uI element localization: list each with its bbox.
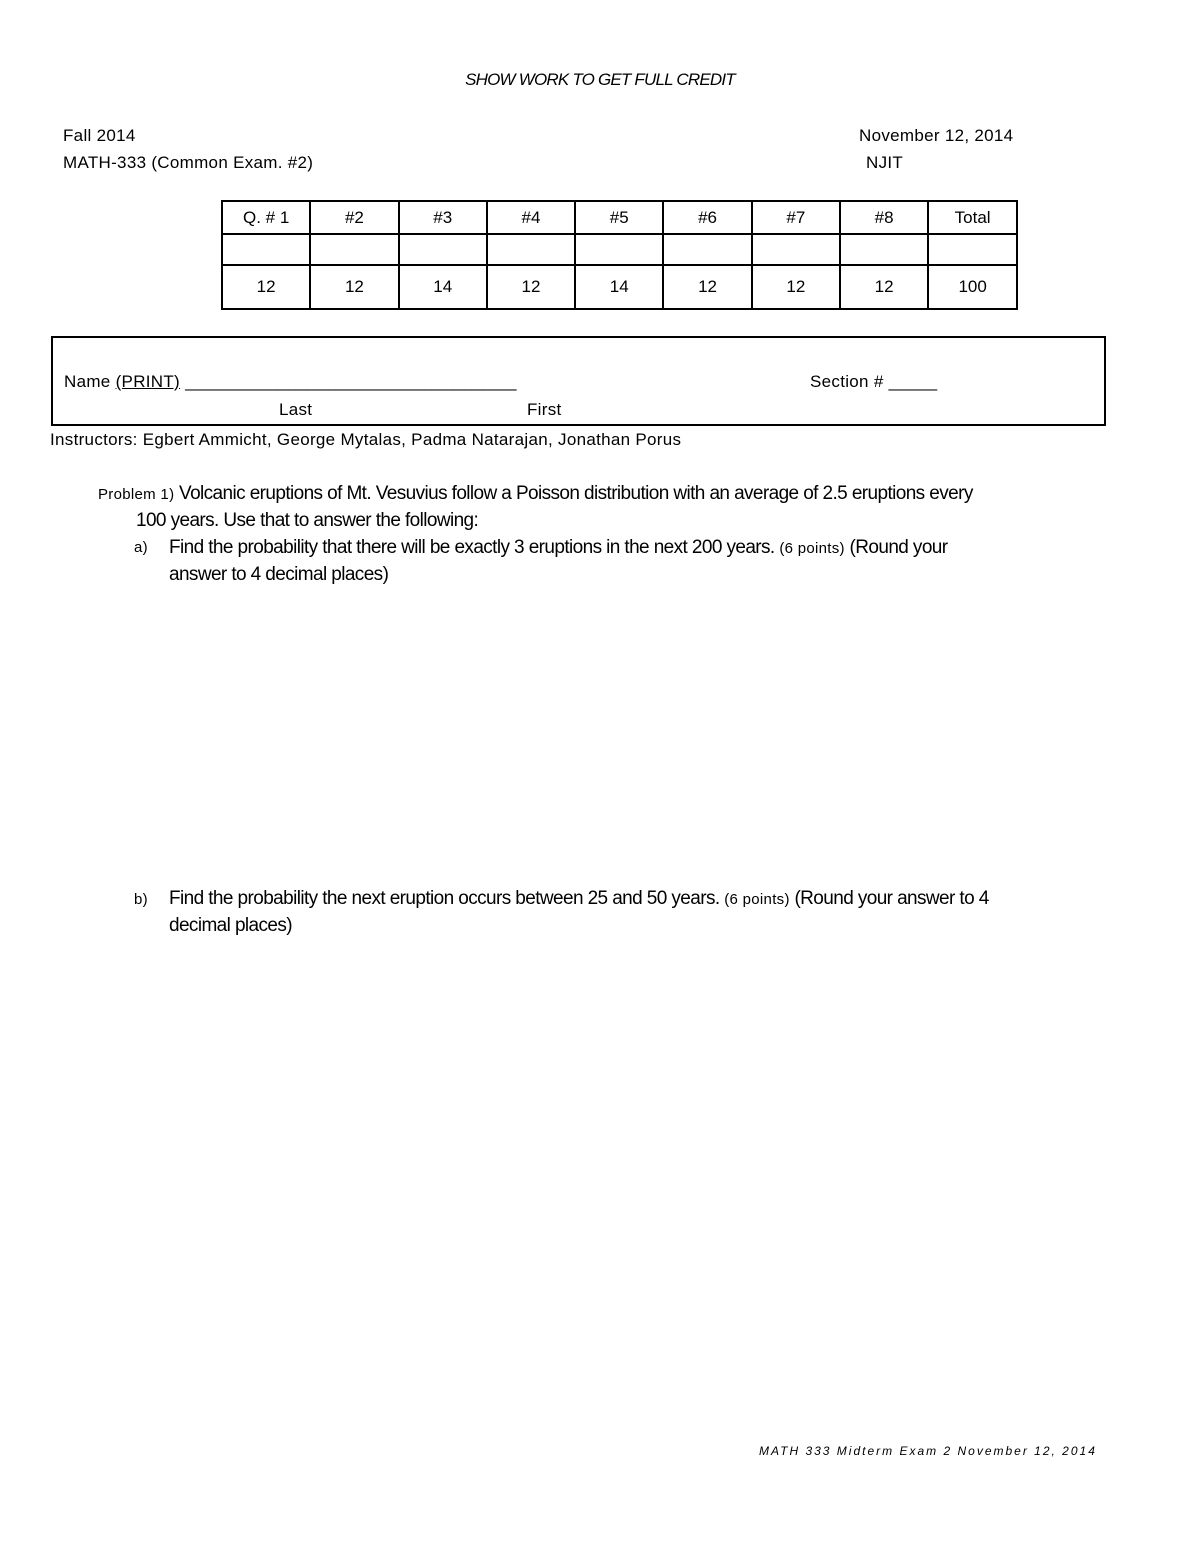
part-a-question <box>169 534 948 562</box>
part-a-label: a) <box>134 539 148 556</box>
first-name-label: First <box>527 400 562 419</box>
score-header-cell: Q. # 1 <box>222 201 310 234</box>
score-points-cell: 12 <box>840 265 928 309</box>
problem-intro-line2: 100 years. Use that to answer the following: <box>136 510 479 531</box>
score-header-cell: #2 <box>310 201 398 234</box>
score-header-cell: #7 <box>752 201 840 234</box>
name-box <box>51 336 1106 426</box>
part-a-line1: Find the probability that there will be exactly 3 eruptions in the next 200 years. <box>169 537 775 558</box>
score-points-cell: 12 <box>663 265 751 309</box>
score-points-cell: 12 <box>310 265 398 309</box>
part-b-label: b) <box>134 891 148 908</box>
score-header-cell: #4 <box>487 201 575 234</box>
score-points-cell: 12 <box>487 265 575 309</box>
score-entry-cell[interactable] <box>310 234 398 265</box>
part-a-line2: answer to 4 decimal places) <box>169 564 389 585</box>
problem-1-intro <box>98 480 973 508</box>
section-blank-line[interactable]: _____ <box>888 372 938 391</box>
score-entry-cell[interactable] <box>840 234 928 265</box>
part-a-points: (6 points) <box>779 540 845 557</box>
part-b-question <box>169 885 989 913</box>
score-entry-cell[interactable] <box>575 234 663 265</box>
score-points-cell: 12 <box>752 265 840 309</box>
print-label: (PRINT) <box>115 372 181 391</box>
score-header-cell: #5 <box>575 201 663 234</box>
score-header-cell: #3 <box>399 201 487 234</box>
score-entry-row <box>222 234 1017 265</box>
part-b-line1-tail: (Round your answer to 4 <box>794 888 989 909</box>
section-row <box>810 372 937 392</box>
name-blank-line[interactable]: __________________________________ <box>185 372 517 391</box>
score-entry-cell[interactable] <box>663 234 751 265</box>
course-label: MATH-333 (Common Exam. #2) <box>63 153 314 172</box>
page-header: SHOW WORK TO GET FULL CREDIT <box>465 70 735 89</box>
score-entry-cell[interactable] <box>752 234 840 265</box>
score-header-cell: Total <box>928 201 1017 234</box>
name-row <box>64 372 517 392</box>
score-table-header-row <box>222 201 1017 234</box>
part-a-line1-tail: (Round your <box>849 537 948 558</box>
score-points-row <box>222 265 1017 309</box>
score-entry-cell[interactable] <box>222 234 310 265</box>
page-footer: MATH 333 Midterm Exam 2 November 12, 2014 <box>759 1444 1097 1458</box>
part-b-line1: Find the probability the next eruption occurs between 25 and 50 years. <box>169 888 720 909</box>
term-label: Fall 2014 <box>63 126 136 145</box>
name-label: Name <box>64 372 111 391</box>
problem-label: Problem 1) <box>98 486 175 503</box>
last-name-label: Last <box>279 400 313 419</box>
part-b-points: (6 points) <box>724 891 790 908</box>
part-b-line2: decimal places) <box>169 915 292 936</box>
exam-date: November 12, 2014 <box>859 126 1014 145</box>
score-header-cell: #8 <box>840 201 928 234</box>
score-header-cell: #6 <box>663 201 751 234</box>
score-points-cell: 12 <box>222 265 310 309</box>
score-points-cell: 100 <box>928 265 1017 309</box>
score-table <box>221 200 1018 310</box>
school-label: NJIT <box>866 153 904 172</box>
score-points-cell: 14 <box>399 265 487 309</box>
score-entry-cell[interactable] <box>928 234 1017 265</box>
section-label: Section # <box>810 372 884 391</box>
score-entry-cell[interactable] <box>399 234 487 265</box>
score-entry-cell[interactable] <box>487 234 575 265</box>
score-points-cell: 14 <box>575 265 663 309</box>
problem-intro-line1: Volcanic eruptions of Mt. Vesuvius follow a Poisson distribution with an average of 2.5 eruptions every <box>179 483 973 504</box>
instructors-line: Instructors: Egbert Ammicht, George Mytalas, Padma Natarajan, Jonathan Porus <box>50 430 682 449</box>
